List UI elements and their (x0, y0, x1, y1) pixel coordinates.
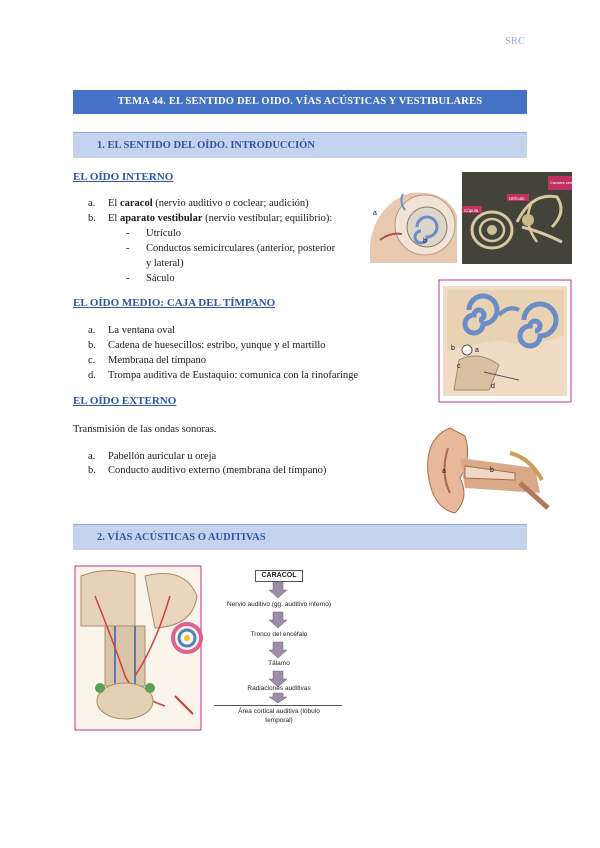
arrow-down-icon (269, 642, 287, 658)
flow-step-3: Radiaciones auditivas (247, 685, 311, 692)
list-text: Cadena de huesecillos: estribo, yunque y el martillo (108, 340, 326, 351)
list-text: y lateral) (146, 258, 184, 269)
labyrinth-figure (462, 172, 582, 264)
list-text: El (108, 213, 120, 224)
list-text: (nervio auditivo o coclear; audición) (152, 198, 309, 209)
list-text: Sáculo (146, 273, 175, 284)
list-text: Utrículo (146, 228, 181, 239)
arrow-down-icon (269, 582, 287, 598)
inner-item-b (88, 212, 332, 226)
outer-ear-heading: EL OÍDO EXTERNO (73, 395, 177, 407)
figure-label: Utrículo (509, 196, 525, 201)
inner-subitem-0: - Utrículo (126, 228, 181, 239)
middle-ear-heading: EL OÍDO MEDIO: CAJA DEL TÍMPANO (73, 297, 276, 309)
figure-label: b (490, 467, 494, 474)
list-bold: caracol (119, 198, 153, 209)
figure-label: d (491, 383, 495, 390)
middle-ear-figure (439, 280, 571, 402)
list-marker: a. (88, 325, 96, 336)
inner-subitem-2: - Sáculo (126, 273, 175, 284)
list-text: Conducto auditivo externo (membrana del tímpano) (108, 465, 327, 476)
list-marker: b. (88, 465, 96, 476)
inner-ear-heading: EL OÍDO INTERNO (73, 171, 174, 183)
inner-ear-head-figure (365, 185, 460, 263)
list-text: La ventana oval (108, 325, 176, 336)
figure-label: a (475, 347, 479, 354)
list-bold: aparato vestibular (119, 213, 203, 224)
list-marker: a. (88, 451, 96, 462)
arrow-down-icon (269, 612, 287, 628)
figure-label: a (373, 210, 377, 217)
outer-item-b (88, 464, 326, 478)
list-text: (nervio vestibular; equilibrio): (202, 213, 333, 224)
figure-label: c (457, 363, 461, 370)
auditory-flow-diagram (212, 566, 346, 732)
auditory-pathway-figure (75, 566, 201, 730)
list-marker: c. (88, 355, 96, 366)
inner-subitem-1b (146, 257, 184, 271)
list-marker: d. (88, 370, 96, 381)
section-2-title: 2. VÍAS ACÚSTICAS O AUDITIVAS (73, 524, 527, 550)
list-text: Conductos semicirculares (anterior, posterior (146, 243, 336, 254)
flow-start-box: CARACOL (255, 570, 303, 582)
inner-item-a (88, 197, 309, 211)
list-text: Membrana del tímpano (108, 355, 206, 366)
outer-intro: Transmisión de las ondas sonoras. (73, 424, 217, 435)
header-tag: SRC (505, 36, 526, 47)
middle-item-c (88, 354, 206, 368)
middle-item-d (88, 369, 358, 383)
list-marker: b. (88, 213, 96, 224)
flow-step-1: Tronco del encéfalo (250, 631, 308, 638)
flow-step-2: Tálamo (268, 660, 290, 667)
figure-label: b (451, 345, 455, 352)
figure-label: b (423, 238, 427, 245)
outer-ear-figure (420, 418, 550, 516)
list-marker: a. (88, 198, 96, 209)
middle-item-b (88, 339, 326, 353)
flow-end-line1: Área cortical auditiva (lóbulo (238, 708, 320, 715)
outer-item-a (88, 450, 216, 464)
list-marker: b. (88, 340, 96, 351)
list-text: El (108, 198, 120, 209)
section-1-title: 1. EL SENTIDO DEL OÍDO. INTRODUCCIÓN (73, 132, 527, 158)
page-title: TEMA 44. EL SENTIDO DEL OIDO. VÍAS ACÚSTICAS Y VESTIBULARES (73, 90, 527, 114)
middle-item-a (88, 324, 175, 338)
arrow-down-icon (269, 693, 287, 703)
figure-label: a (442, 468, 446, 475)
inner-subitem-1: - Conductos semicirculares (anterior, posterior (126, 243, 336, 254)
figure-label: Canales semicirc. (550, 180, 582, 185)
flow-step-0: Nervio auditivo (gg. auditivo interno) (226, 601, 332, 608)
list-text: Pabellón auricular u oreja (108, 451, 217, 462)
list-text: Trompa auditiva de Eustaquio: comunica con la rinofaringe (108, 370, 359, 381)
flow-end-line2: temporal) (265, 717, 293, 724)
flow-divider (214, 705, 342, 706)
figure-label: Cúpula (464, 208, 479, 213)
